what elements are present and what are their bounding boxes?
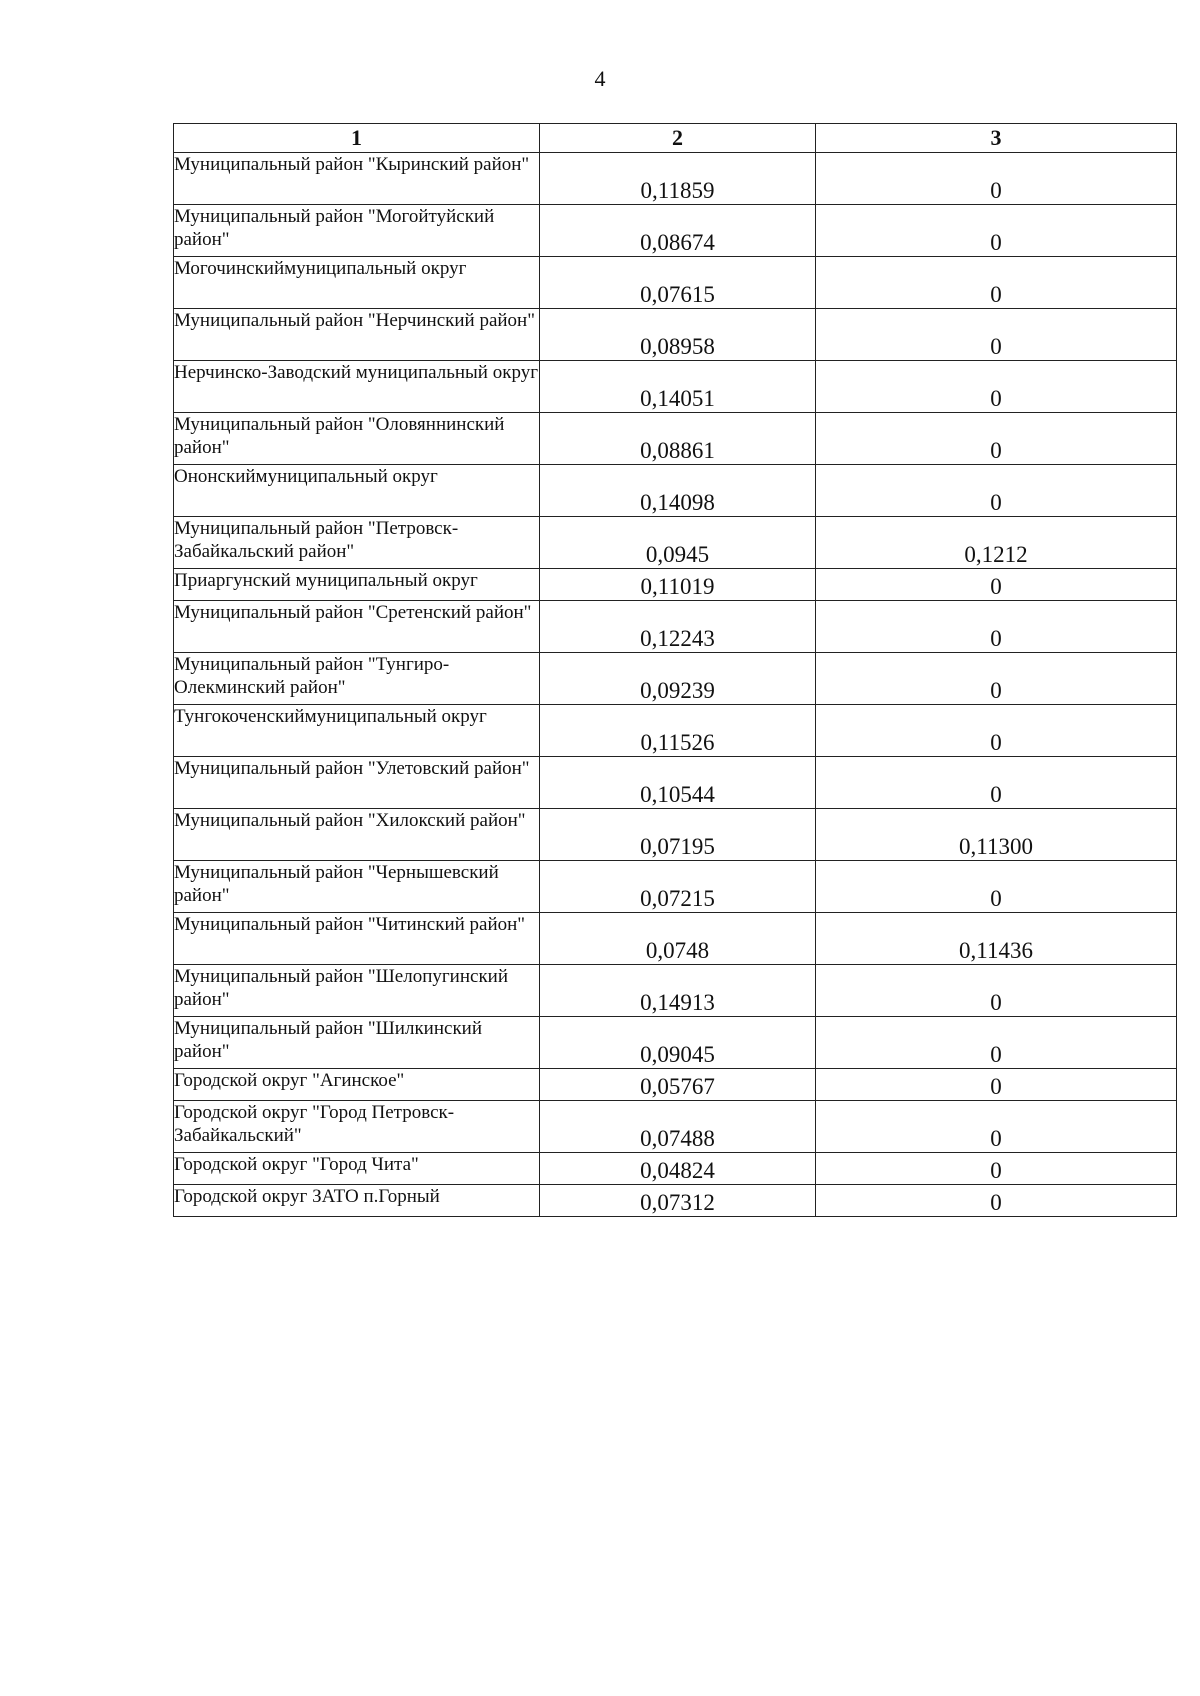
table-row	[174, 705, 1177, 757]
coefficient-column-2-cell: 0,11526	[540, 705, 816, 757]
coefficient-column-2-cell: 0,08861	[540, 413, 816, 465]
municipality-name-cell: Муниципальный район "Шелопугинский район"	[174, 965, 540, 1017]
municipality-name-cell: Нерчинско-Заводский муниципальный округ	[174, 361, 540, 413]
coefficient-column-2-cell: 0,09045	[540, 1017, 816, 1069]
municipality-name-cell: Муниципальный район "Петровск-Забайкальский район"	[174, 517, 540, 569]
coefficient-column-3-cell: 0	[816, 1017, 1177, 1069]
table-row	[174, 153, 1177, 205]
municipality-name-cell: Муниципальный район "Нерчинский район"	[174, 309, 540, 361]
municipality-name-cell: Муниципальный район "Улетовский район"	[174, 757, 540, 809]
municipality-name-cell: Городской округ "Город Петровск-Забайкальский"	[174, 1101, 540, 1153]
table-row	[174, 965, 1177, 1017]
table-row	[174, 517, 1177, 569]
coefficient-column-2-cell: 0,0748	[540, 913, 816, 965]
coefficient-column-3-cell: 0,11300	[816, 809, 1177, 861]
municipality-name-cell: Муниципальный район "Хилокский район"	[174, 809, 540, 861]
coefficient-column-3-cell: 0	[816, 965, 1177, 1017]
page-number: 4	[594, 66, 606, 91]
coefficient-column-3-cell: 0,11436	[816, 913, 1177, 965]
column-header-3: 3	[816, 124, 1177, 153]
coefficient-column-2-cell: 0,04824	[540, 1153, 816, 1185]
municipality-name-cell: Городской округ ЗАТО п.Горный	[174, 1185, 540, 1217]
municipality-name-cell: Тунгокоченскиймуниципальный округ	[174, 705, 540, 757]
coefficient-column-2-cell: 0,07195	[540, 809, 816, 861]
table-row	[174, 757, 1177, 809]
table-row	[174, 861, 1177, 913]
table-row	[174, 1185, 1177, 1217]
coefficient-column-2-cell: 0,07215	[540, 861, 816, 913]
coefficient-column-3-cell: 0	[816, 1153, 1177, 1185]
coefficient-column-3-cell: 0	[816, 1069, 1177, 1101]
coefficient-column-2-cell: 0,07312	[540, 1185, 816, 1217]
table-row	[174, 653, 1177, 705]
coefficient-column-3-cell: 0	[816, 601, 1177, 653]
coefficient-column-3-cell: 0	[816, 569, 1177, 601]
table-row	[174, 309, 1177, 361]
municipality-name-cell: Приаргунский муниципальный округ	[174, 569, 540, 601]
coefficient-column-3-cell: 0	[816, 861, 1177, 913]
coefficient-column-2-cell: 0,10544	[540, 757, 816, 809]
municipality-name-cell: Муниципальный район "Оловяннинский район"	[174, 413, 540, 465]
table-row	[174, 361, 1177, 413]
table-row	[174, 413, 1177, 465]
coefficient-column-3-cell: 0	[816, 1185, 1177, 1217]
coefficient-column-2-cell: 0,11859	[540, 153, 816, 205]
coefficient-column-3-cell: 0,1212	[816, 517, 1177, 569]
coefficient-column-2-cell: 0,12243	[540, 601, 816, 653]
coefficient-column-2-cell: 0,05767	[540, 1069, 816, 1101]
municipality-name-cell: Городской округ "Город Чита"	[174, 1153, 540, 1185]
municipality-name-cell: Муниципальный район "Чернышевский район"	[174, 861, 540, 913]
table-row	[174, 465, 1177, 517]
coefficient-column-3-cell: 0	[816, 413, 1177, 465]
table-row	[174, 205, 1177, 257]
table-row	[174, 257, 1177, 309]
table-row	[174, 1069, 1177, 1101]
coefficient-column-2-cell: 0,08674	[540, 205, 816, 257]
municipality-name-cell: Муниципальный район "Кыринский район"	[174, 153, 540, 205]
table-row	[174, 601, 1177, 653]
coefficient-column-2-cell: 0,07488	[540, 1101, 816, 1153]
table-row	[174, 1101, 1177, 1153]
coefficient-column-3-cell: 0	[816, 257, 1177, 309]
coefficient-column-2-cell: 0,14098	[540, 465, 816, 517]
coefficients-table	[173, 123, 1177, 1217]
municipality-name-cell: Муниципальный район "Шилкинский район"	[174, 1017, 540, 1069]
coefficient-column-3-cell: 0	[816, 361, 1177, 413]
table-row	[174, 913, 1177, 965]
column-header-1: 1	[174, 124, 540, 153]
coefficient-column-3-cell: 0	[816, 465, 1177, 517]
coefficient-column-2-cell: 0,14913	[540, 965, 816, 1017]
municipality-name-cell: Муниципальный район "Читинский район"	[174, 913, 540, 965]
coefficient-column-3-cell: 0	[816, 653, 1177, 705]
coefficient-column-2-cell: 0,0945	[540, 517, 816, 569]
table-row	[174, 569, 1177, 601]
coefficient-column-3-cell: 0	[816, 205, 1177, 257]
coefficient-column-2-cell: 0,08958	[540, 309, 816, 361]
coefficient-column-2-cell: 0,09239	[540, 653, 816, 705]
table-row	[174, 1017, 1177, 1069]
table-body	[174, 153, 1177, 1217]
column-header-2: 2	[540, 124, 816, 153]
table-row	[174, 809, 1177, 861]
coefficient-column-3-cell: 0	[816, 705, 1177, 757]
coefficient-column-2-cell: 0,07615	[540, 257, 816, 309]
municipality-name-cell: Городской округ "Агинское"	[174, 1069, 540, 1101]
coefficient-column-3-cell: 0	[816, 1101, 1177, 1153]
coefficient-column-3-cell: 0	[816, 757, 1177, 809]
municipality-name-cell: Ононскиймуниципальный округ	[174, 465, 540, 517]
coefficient-column-2-cell: 0,11019	[540, 569, 816, 601]
municipality-name-cell: Могочинскиймуниципальный округ	[174, 257, 540, 309]
table-header-row	[174, 124, 1177, 153]
table-row	[174, 1153, 1177, 1185]
municipality-name-cell: Муниципальный район "Могойтуйский район"	[174, 205, 540, 257]
municipality-name-cell: Муниципальный район "Тунгиро-Олекминский район"	[174, 653, 540, 705]
coefficient-column-3-cell: 0	[816, 153, 1177, 205]
municipality-name-cell: Муниципальный район "Сретенский район"	[174, 601, 540, 653]
coefficient-column-2-cell: 0,14051	[540, 361, 816, 413]
coefficient-column-3-cell: 0	[816, 309, 1177, 361]
